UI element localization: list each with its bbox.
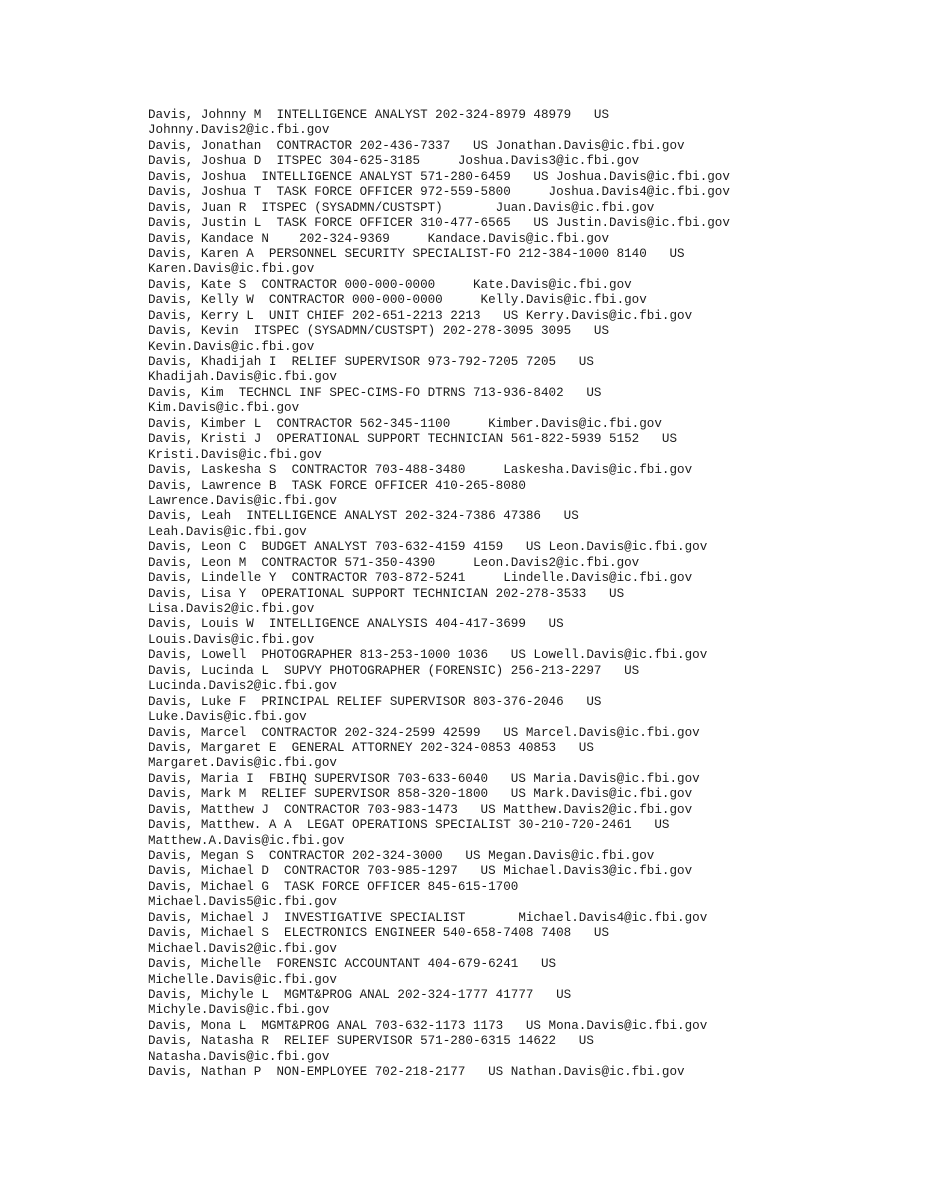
directory-line: Davis, Joshua INTELLIGENCE ANALYST 571-280-6459 US Joshua.Davis@ic.fbi.gov [148, 169, 730, 184]
directory-line: Davis, Juan R ITSPEC (SYSADMN/CUSTSPT) Juan.Davis@ic.fbi.gov [148, 200, 655, 215]
directory-line: Michelle.Davis@ic.fbi.gov [148, 972, 337, 987]
directory-line: Michael.Davis2@ic.fbi.gov [148, 941, 337, 956]
directory-line: Davis, Michael J INVESTIGATIVE SPECIALIST Michael.Davis4@ic.fbi.gov [148, 910, 708, 925]
directory-line: Davis, Leon M CONTRACTOR 571-350-4390 Leon.Davis2@ic.fbi.gov [148, 555, 640, 570]
directory-line: Davis, Johnny M INTELLIGENCE ANALYST 202-324-8979 48979 US [148, 108, 610, 122]
directory-line: Davis, Michael D CONTRACTOR 703-985-1297 US Michael.Davis3@ic.fbi.gov [148, 864, 693, 879]
directory-line: Kevin.Davis@ic.fbi.gov [148, 339, 315, 354]
directory-line: Davis, Lucinda L SUPVY PHOTOGRAPHER (FORENSIC) 256-213-2297 US [148, 663, 640, 678]
directory-line: Davis, Jonathan CONTRACTOR 202-436-7337 US Jonathan.Davis@ic.fbi.gov [148, 138, 685, 153]
directory-line: Davis, Leon C BUDGET ANALYST 703-632-4159 4159 US Leon.Davis@ic.fbi.gov [148, 540, 708, 555]
directory-line: Davis, Margaret E GENERAL ATTORNEY 202-324-0853 40853 US [148, 740, 594, 755]
directory-line: Leah.Davis@ic.fbi.gov [148, 524, 307, 539]
directory-line: Davis, Kim TECHNCL INF SPEC-CIMS-FO DTRNS 713-936-8402 US [148, 385, 602, 400]
directory-line: Davis, Kate S CONTRACTOR 000-000-0000 Kate.Davis@ic.fbi.gov [148, 277, 632, 292]
directory-line: Davis, Lawrence B TASK FORCE OFFICER 410-265-8080 [148, 478, 526, 493]
directory-line: Davis, Mona L MGMT&PROG ANAL 703-632-1173 1173 US Mona.Davis@ic.fbi.gov [148, 1018, 708, 1033]
directory-line: Kim.Davis@ic.fbi.gov [148, 401, 300, 416]
directory-line: Davis, Lowell PHOTOGRAPHER 813-253-1000 1036 US Lowell.Davis@ic.fbi.gov [148, 648, 708, 663]
directory-line: Davis, Matthew. A A LEGAT OPERATIONS SPECIALIST 30-210-720-2461 US [148, 818, 670, 833]
directory-line: Michyle.Davis@ic.fbi.gov [148, 1003, 330, 1018]
directory-line: Davis, Natasha R RELIEF SUPERVISOR 571-280-6315 14622 US [148, 1034, 594, 1049]
directory-line: Natasha.Davis@ic.fbi.gov [148, 1049, 330, 1064]
directory-line: Davis, Lindelle Y CONTRACTOR 703-872-5241 Lindelle.Davis@ic.fbi.gov [148, 571, 693, 586]
directory-line: Davis, Marcel CONTRACTOR 202-324-2599 42599 US Marcel.Davis@ic.fbi.gov [148, 725, 700, 740]
directory-line: Davis, Khadijah I RELIEF SUPERVISOR 973-792-7205 7205 US [148, 355, 594, 369]
directory-line: Davis, Kelly W CONTRACTOR 000-000-0000 Kelly.Davis@ic.fbi.gov [148, 293, 647, 308]
directory-line: Lawrence.Davis@ic.fbi.gov [148, 493, 337, 508]
directory-line: Davis, Joshua T TASK FORCE OFFICER 972-559-5800 Joshua.Davis4@ic.fbi.gov [148, 185, 730, 200]
directory-line: Davis, Louis W INTELLIGENCE ANALYSIS 404-417-3699 US [148, 617, 564, 632]
directory-line: Lucinda.Davis2@ic.fbi.gov [148, 679, 337, 694]
directory-line: Davis, Kimber L CONTRACTOR 562-345-1100 Kimber.Davis@ic.fbi.gov [148, 416, 662, 431]
directory-line: Davis, Michelle FORENSIC ACCOUNTANT 404-679-6241 US [148, 957, 557, 972]
directory-line: Davis, Michael G TASK FORCE OFFICER 845-615-1700 [148, 879, 519, 894]
directory-listing [148, 108, 918, 1081]
directory-line: Louis.Davis@ic.fbi.gov [148, 632, 315, 647]
directory-line: Davis, Kevin ITSPEC (SYSADMN/CUSTSPT) 202-278-3095 3095 US [148, 324, 610, 339]
directory-line: Margaret.Davis@ic.fbi.gov [148, 756, 337, 771]
directory-line: Davis, Michyle L MGMT&PROG ANAL 202-324-1777 41777 US [148, 987, 572, 1002]
directory-line: Davis, Luke F PRINCIPAL RELIEF SUPERVISOR 803-376-2046 US [148, 694, 602, 709]
directory-line: Luke.Davis@ic.fbi.gov [148, 710, 307, 725]
directory-line: Davis, Kerry L UNIT CHIEF 202-651-2213 2213 US Kerry.Davis@ic.fbi.gov [148, 308, 693, 323]
directory-line: Lisa.Davis2@ic.fbi.gov [148, 602, 315, 616]
directory-line: Karen.Davis@ic.fbi.gov [148, 262, 315, 277]
directory-line: Davis, Matthew J CONTRACTOR 703-983-1473 US Matthew.Davis2@ic.fbi.gov [148, 802, 693, 817]
directory-line: Davis, Nathan P NON-EMPLOYEE 702-218-2177 US Nathan.Davis@ic.fbi.gov [148, 1065, 685, 1080]
directory-line: Davis, Megan S CONTRACTOR 202-324-3000 US Megan.Davis@ic.fbi.gov [148, 849, 655, 863]
directory-line: Kristi.Davis@ic.fbi.gov [148, 447, 322, 462]
directory-line: Davis, Mark M RELIEF SUPERVISOR 858-320-1800 US Mark.Davis@ic.fbi.gov [148, 787, 693, 802]
directory-line: Davis, Karen A PERSONNEL SECURITY SPECIALIST-FO 212-384-1000 8140 US [148, 246, 685, 261]
directory-line: Davis, Joshua D ITSPEC 304-625-3185 Joshua.Davis3@ic.fbi.gov [148, 154, 640, 169]
directory-line: Davis, Kandace N 202-324-9369 Kandace.Davis@ic.fbi.gov [148, 231, 610, 246]
directory-line: Johnny.Davis2@ic.fbi.gov [148, 123, 330, 138]
directory-line: Khadijah.Davis@ic.fbi.gov [148, 370, 337, 385]
directory-line: Matthew.A.Davis@ic.fbi.gov [148, 833, 345, 848]
directory-line: Davis, Maria I FBIHQ SUPERVISOR 703-633-6040 US Maria.Davis@ic.fbi.gov [148, 771, 700, 786]
directory-line: Davis, Lisa Y OPERATIONAL SUPPORT TECHNICIAN 202-278-3533 US [148, 586, 625, 601]
directory-line: Davis, Laskesha S CONTRACTOR 703-488-3480 Laskesha.Davis@ic.fbi.gov [148, 463, 693, 478]
directory-line: Michael.Davis5@ic.fbi.gov [148, 895, 337, 910]
directory-line: Davis, Leah INTELLIGENCE ANALYST 202-324-7386 47386 US [148, 509, 579, 524]
directory-line: Davis, Justin L TASK FORCE OFFICER 310-477-6565 US Justin.Davis@ic.fbi.gov [148, 216, 730, 231]
directory-line: Davis, Michael S ELECTRONICS ENGINEER 540-658-7408 7408 US [148, 926, 610, 941]
directory-line: Davis, Kristi J OPERATIONAL SUPPORT TECHNICIAN 561-822-5939 5152 US [148, 432, 678, 447]
